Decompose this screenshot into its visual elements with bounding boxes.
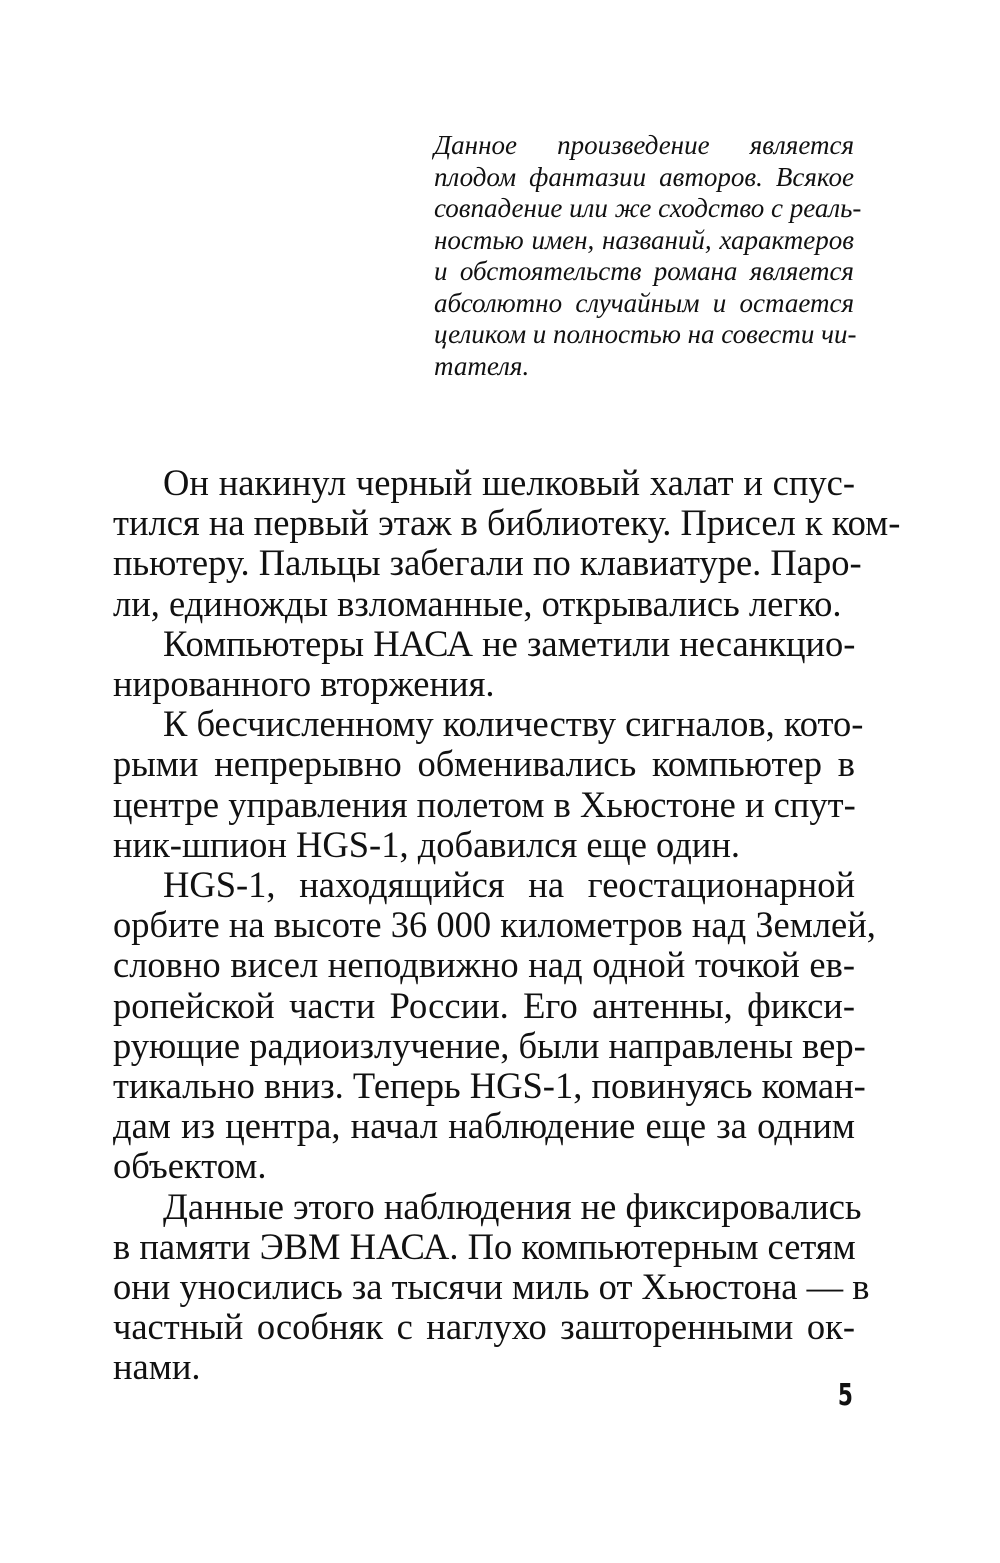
text-line: центре управления полетом в Хьюстоне и спут- (113, 783, 856, 825)
text-line: нами. (113, 1346, 201, 1388)
text-line: Он накинул черный шелковый халат и спус- (163, 462, 855, 503)
text-line: рующие радиоизлучение, были направлены вер- (113, 1024, 866, 1066)
text-line: ник-шпион HGS-1, добавился еще один. (113, 823, 740, 865)
disclaimer-line: совпадение или же сходство с реаль- (434, 193, 862, 223)
disclaimer-line: абсолютно случайным и остается (434, 287, 854, 318)
disclaimer-line: целиком и полностью на совести чи- (434, 319, 857, 349)
disclaimer-line: тателя. (434, 350, 530, 381)
text-line: они уносились за тысячи миль от Хьюстона — в (113, 1266, 870, 1308)
disclaimer-line: плодом фантазии авторов. Всякое (434, 161, 854, 192)
text-line: словно висел неподвижно над одной точкой ев- (113, 944, 855, 986)
body-text (113, 462, 901, 1388)
text-line: К бесчисленному количеству сигналов, кото- (163, 703, 864, 745)
text-line: ли, единожды взломанные, открывались легко. (113, 582, 842, 624)
text-line: Данные этого наблюдения не фиксировались (163, 1185, 862, 1227)
text-line: нированного вторжения. (113, 663, 495, 705)
disclaimer-line: и обстоятельств романа является (434, 256, 854, 286)
disclaimer-line: ностью имен, названий, характеров (434, 224, 854, 255)
text-line: тился на первый этаж в библиотеку. Присел к ком- (113, 502, 901, 544)
page-number: 5 (837, 1378, 853, 1413)
text-line: в памяти ЭВМ НАСА. По компьютерным сетям (113, 1225, 856, 1267)
text-line: HGS-1, находящийся на геостационарной (163, 864, 855, 906)
disclaimer-line: Данное произведение является (434, 130, 854, 160)
text-line: ропейской части России. Его антенны, фикси- (113, 984, 855, 1026)
text-line: объектом. (113, 1145, 267, 1187)
text-line: Компьютеры НАСА не заметили несанкцио- (163, 622, 856, 664)
text-line: пьютеру. Пальцы забегали по клавиатуре. Паро- (113, 542, 862, 584)
text-line: рыми непрерывно обменивались компьютер в (113, 743, 855, 785)
text-line: орбите на высоте 36 000 километров над Землей, (113, 904, 876, 946)
text-line: тикально вниз. Теперь HGS-1, повинуясь коман- (113, 1065, 866, 1107)
disclaimer-epigraph (434, 130, 862, 382)
text-line: частный особняк с наглухо зашторенными ок- (113, 1306, 855, 1348)
text-line: дам из центра, начал наблюдение еще за одним (113, 1105, 855, 1147)
